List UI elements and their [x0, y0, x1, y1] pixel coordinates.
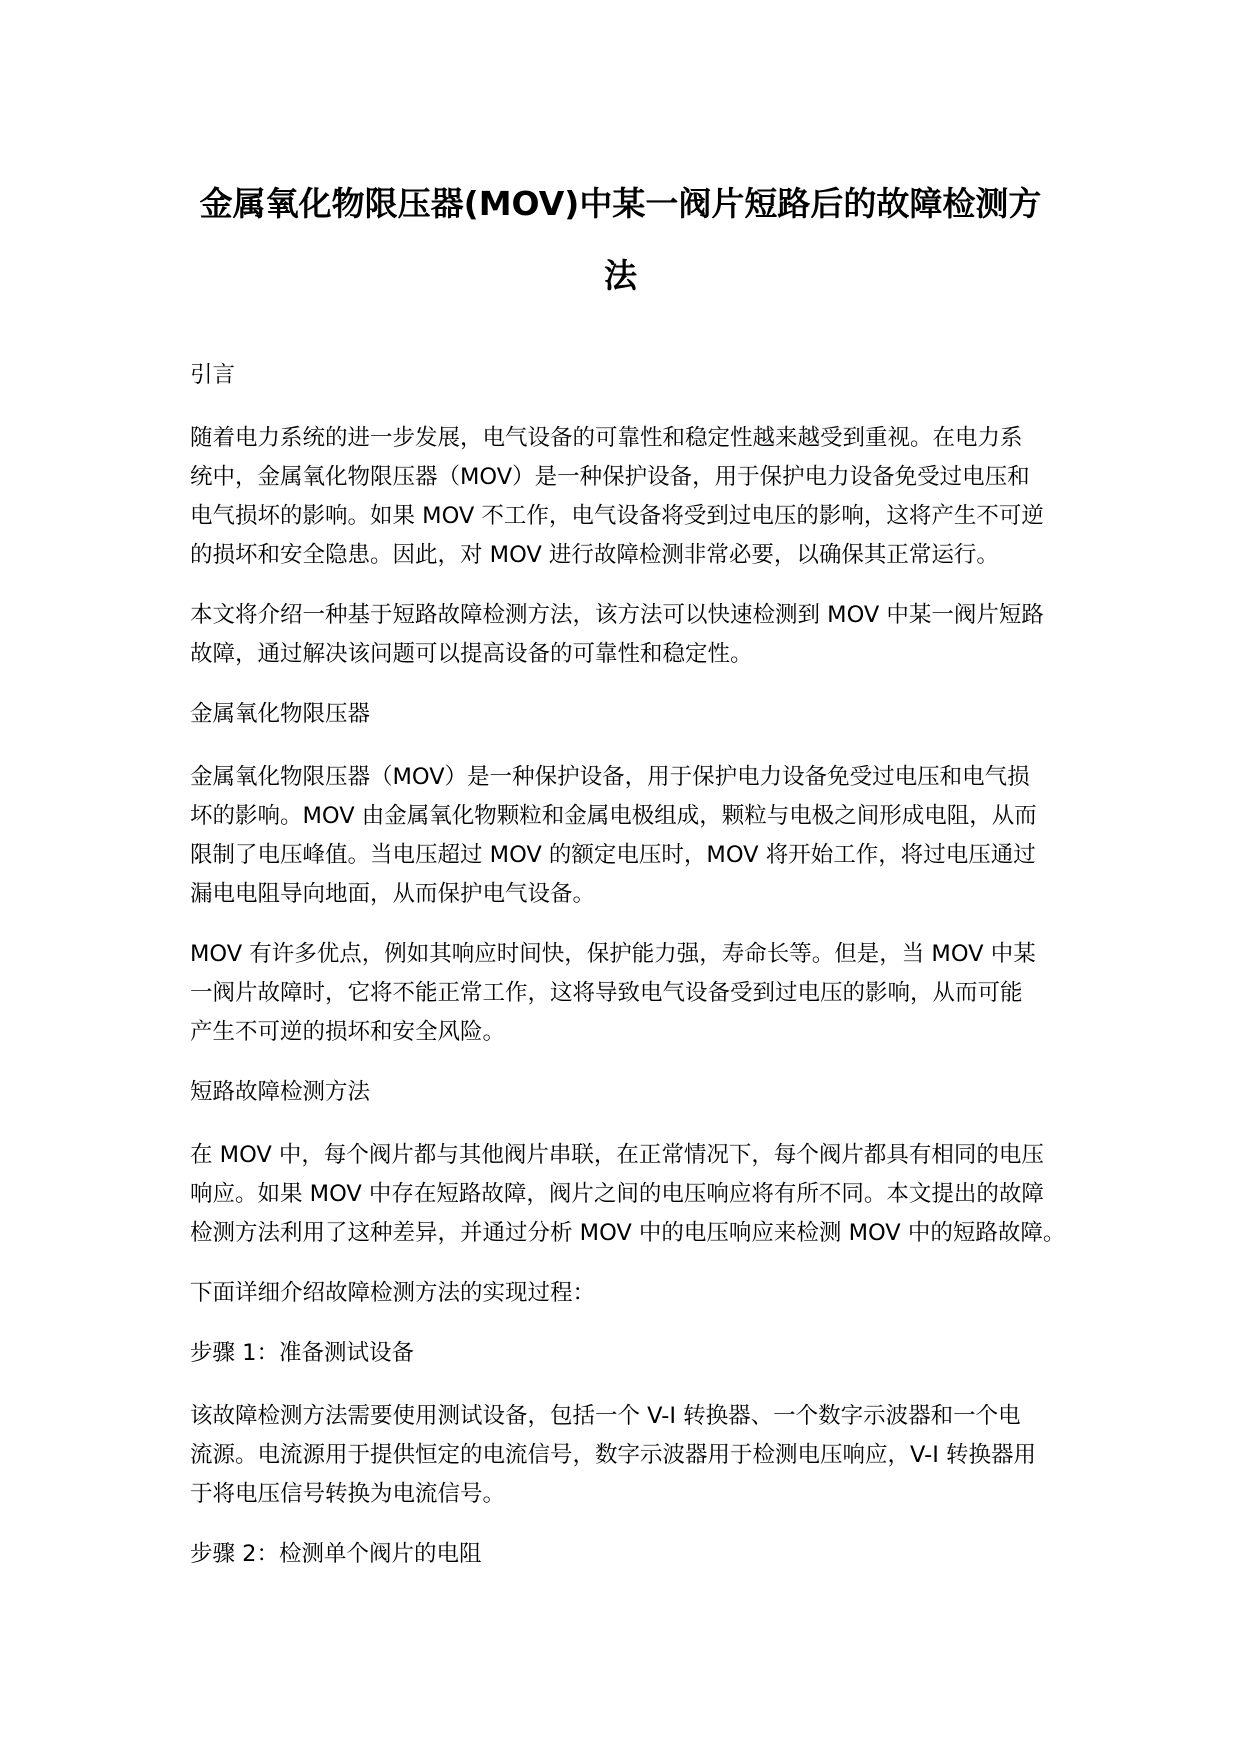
- section-heading-mov: [190, 695, 1070, 734]
- text-line: 金属氧化物限压器: [190, 701, 371, 727]
- text-line: 坏的影响。MOV 由金属氧化物颗粒和金属电极组成，颗粒与电极之间形成电阻，从而: [190, 803, 1037, 829]
- text-line: 本文将介绍一种基于短路故障检测方法，该方法可以快速检测到 MOV 中某一阀片短路: [190, 602, 1044, 628]
- text-line: 一阀片故障时，它将不能正常工作，这将导致电气设备受到过电压的影响，从而可能: [190, 980, 1023, 1006]
- text-line: 短路故障检测方法: [190, 1079, 371, 1105]
- step-heading-1: [190, 1334, 1070, 1373]
- text-line: 流源。电流源用于提供恒定的电流信号，数字示波器用于检测电压响应，V-I 转换器用: [190, 1442, 1036, 1468]
- text-line: 统中，金属氧化物限压器（MOV）是一种保护设备，用于保护电力设备免受过电压和: [190, 464, 1030, 490]
- text-line: 响应。如果 MOV 中存在短路故障，阀片之间的电压响应将有所不同。本文提出的故障: [190, 1181, 1044, 1207]
- text-line: MOV 有许多优点，例如其响应时间快，保护能力强，寿命长等。但是，当 MOV 中某: [190, 941, 1036, 967]
- text-line: 金属氧化物限压器（MOV）是一种保护设备，用于保护电力设备免受过电压和电气损: [190, 764, 1030, 790]
- section-heading-method: [190, 1073, 1070, 1112]
- paragraph-mov-1: [190, 758, 1070, 914]
- text-line: 漏电电阻导向地面，从而保护电气设备。: [190, 881, 596, 907]
- paragraph-method-2: [190, 1274, 1070, 1313]
- text-line: 于将电压信号转换为电流信号。: [190, 1481, 506, 1507]
- title-line: 金属氧化物限压器(MOV)中某一阀片短路后的故障检测方: [199, 184, 1042, 223]
- paragraph-intro-2: [190, 596, 1070, 674]
- section-heading-intro: [190, 356, 1070, 395]
- paragraph-step-1: [190, 1397, 1070, 1514]
- paragraph-mov-2: [190, 935, 1070, 1052]
- text-line: 引言: [190, 362, 236, 388]
- text-line: 产生不可逆的损坏和安全风险。: [190, 1019, 506, 1045]
- text-line: 检测方法利用了这种差异，并通过分析 MOV 中的电压响应来检测 MOV 中的短路故障。: [190, 1220, 1066, 1246]
- step-heading-2: [190, 1535, 1070, 1574]
- text-line: 在 MOV 中，每个阀片都与其他阀片串联，在正常情况下，每个阀片都具有相同的电压: [190, 1142, 1044, 1168]
- paragraph-intro-1: [190, 419, 1070, 575]
- paragraph-method-1: [190, 1136, 1070, 1253]
- text-line: 该故障检测方法需要使用测试设备，包括一个 V-I 转换器、一个数字示波器和一个电: [190, 1403, 1021, 1429]
- title-line: 法: [604, 256, 637, 295]
- document-title: [150, 168, 1091, 312]
- text-line: 限制了电压峰值。当电压超过 MOV 的额定电压时，MOV 将开始工作，将过电压通过: [190, 842, 1036, 868]
- text-line: 的损坏和安全隐患。因此，对 MOV 进行故障检测非常必要，以确保其正常运行。: [190, 542, 999, 568]
- text-line: 故障，通过解决该问题可以提高设备的可靠性和稳定性。: [190, 641, 753, 667]
- text-line: 电气损坏的影响。如果 MOV 不工作，电气设备将受到过电压的影响，这将产生不可逆: [190, 503, 1044, 529]
- document-body: [190, 356, 1070, 1598]
- text-line: 随着电力系统的进一步发展，电气设备的可靠性和稳定性越来越受到重视。在电力系: [190, 425, 1023, 451]
- text-line: 下面详细介绍故障检测方法的实现过程：: [190, 1280, 596, 1306]
- text-line: 步骤 2：检测单个阀片的电阻: [190, 1541, 482, 1567]
- text-line: 步骤 1：准备测试设备: [190, 1340, 414, 1366]
